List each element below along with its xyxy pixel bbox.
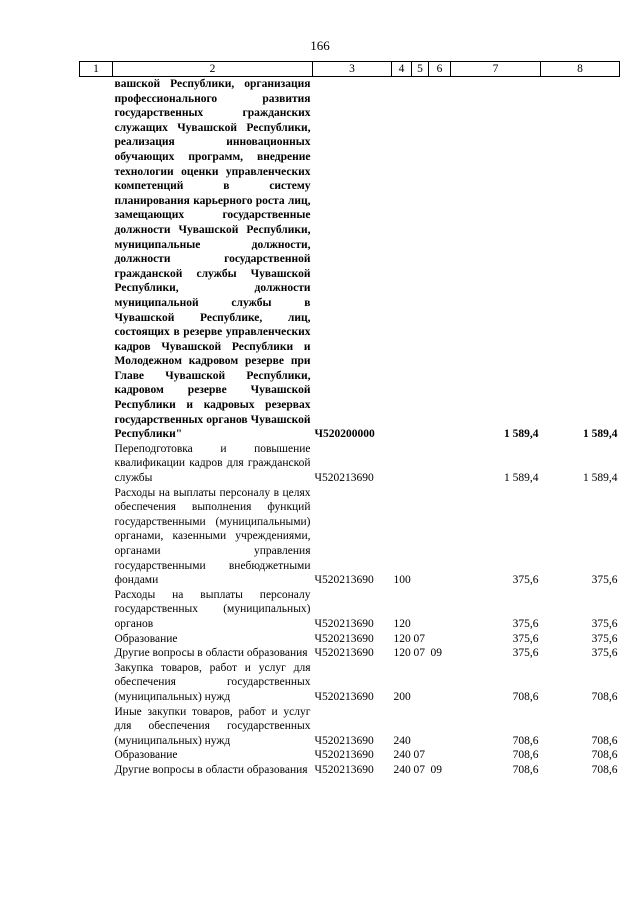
row-code-cell: Ч520213690	[314, 749, 374, 762]
row-amount-1-cell: 708,6	[512, 690, 539, 703]
row-expense-type-cell: 120	[393, 647, 411, 660]
table-row	[80, 486, 620, 588]
row-name-cell: Расходы на выплаты персоналу в целях обеспечения выполнения функций государственными (муниципальными) органами, казенными учреждениями, органами управления государственными внебюджетными фондами	[114, 486, 311, 587]
row-expense-type-cell: 200	[393, 690, 411, 703]
table-row	[80, 748, 620, 763]
row-subsection-cell	[429, 77, 451, 442]
row-section-cell	[412, 486, 429, 588]
row-amount-1-cell: 375,6	[512, 617, 539, 630]
row-name-cell: Другие вопросы в области образования	[114, 763, 308, 776]
row-section-cell	[412, 661, 429, 705]
row-amount-2-cell: 375,6	[591, 647, 618, 660]
row-section-cell: 07	[413, 749, 425, 762]
row-name-cell: Другие вопросы в области образования	[114, 647, 308, 660]
row-section-cell	[412, 588, 429, 632]
table-row	[80, 588, 620, 632]
row-expense-type-cell: 240	[393, 734, 411, 747]
row-number-cell	[80, 442, 113, 486]
budget-table	[79, 61, 620, 778]
row-amount-1-cell: 1 589,4	[504, 472, 539, 485]
row-number-cell	[80, 77, 113, 442]
row-amount-1-cell: 708,6	[512, 734, 539, 747]
row-number-cell	[80, 646, 113, 661]
header-cell-7: 7	[451, 62, 541, 77]
row-name-cell: Переподготовка и повышение квалификации кадров для гражданской службы	[114, 442, 311, 485]
row-expense-type-cell: 120	[393, 632, 411, 645]
row-number-cell	[80, 588, 113, 632]
row-amount-2-cell: 375,6	[591, 632, 618, 645]
row-expense-type-cell	[392, 77, 412, 442]
row-subsection-cell: 09	[430, 647, 442, 660]
row-expense-type-cell: 120	[393, 617, 411, 630]
row-subsection-cell	[429, 486, 451, 588]
row-code-cell: Ч520213690	[314, 734, 374, 747]
row-amount-2-cell: 375,6	[591, 574, 618, 587]
row-code-cell: Ч520200000	[314, 428, 375, 441]
row-number-cell	[80, 763, 113, 778]
row-code-cell: Ч520213690	[314, 647, 374, 660]
row-code-cell: Ч520213690	[314, 632, 374, 645]
page-number: 166	[310, 38, 330, 53]
row-code-cell: Ч520213690	[314, 472, 374, 485]
row-section-cell	[412, 705, 429, 749]
row-subsection-cell	[429, 442, 451, 486]
row-expense-type-cell: 240	[393, 763, 411, 776]
row-code-cell: Ч520213690	[314, 763, 374, 776]
row-section-cell: 07	[413, 632, 425, 645]
row-number-cell	[80, 486, 113, 588]
row-amount-1-cell: 1 589,4	[504, 428, 539, 441]
row-subsection-cell	[429, 588, 451, 632]
row-amount-1-cell: 375,6	[512, 647, 539, 660]
header-cell-3: 3	[313, 62, 392, 77]
header-cell-8: 8	[541, 62, 620, 77]
row-amount-2-cell: 708,6	[591, 763, 618, 776]
row-name-cell: вашской Республики, организация профессионального развития государственных гражданских служащих Чувашской Республики, реализация инновационных обучающих программ, внедрение технологии оценки управленческих компетенций в систему планирования карьерного роста лиц, замещающих государственные должности Чувашской Республики, муниципальные должности, должности государственной гражданской службы Чувашской Республики, должности муниципальной службы в Чувашской Республике, лиц, состоящих в резерве управленческих кадров Чувашской Республики и Молодежном кадровом резерве при Главе Чувашской Республики, кадровом резерве Чувашской Республики и кадровых резервах государственных органов Чувашской Республики"	[114, 78, 311, 441]
table-header-row	[80, 62, 620, 77]
row-number-cell	[80, 705, 113, 749]
table-row	[80, 646, 620, 661]
row-section-cell	[412, 77, 429, 442]
row-subsection-cell	[429, 748, 451, 763]
row-amount-1-cell: 708,6	[512, 749, 539, 762]
row-section-cell: 07	[413, 763, 425, 776]
table-row	[80, 77, 620, 442]
table-row	[80, 661, 620, 705]
row-subsection-cell: 09	[430, 763, 442, 776]
row-section-cell: 07	[413, 647, 425, 660]
row-code-cell: Ч520213690	[314, 574, 374, 587]
row-name-cell: Образование	[114, 632, 178, 645]
row-amount-2-cell: 1 589,4	[583, 472, 618, 485]
row-expense-type-cell	[392, 442, 412, 486]
header-cell-2: 2	[113, 62, 313, 77]
row-amount-1-cell: 708,6	[512, 763, 539, 776]
header-cell-6: 6	[429, 62, 451, 77]
row-amount-1-cell: 375,6	[512, 632, 539, 645]
row-amount-1-cell: 375,6	[512, 574, 539, 587]
row-amount-2-cell: 1 589,4	[583, 428, 618, 441]
row-amount-2-cell: 708,6	[591, 749, 618, 762]
row-name-cell: Иные закупки товаров, работ и услуг для обеспечения государственных (муниципальных) нужд	[114, 705, 311, 747]
row-code-cell: Ч520213690	[314, 690, 374, 703]
table-row	[80, 705, 620, 749]
row-amount-2-cell: 375,6	[591, 617, 618, 630]
row-subsection-cell	[429, 705, 451, 749]
table-row	[80, 442, 620, 486]
header-cell-5: 5	[412, 62, 429, 77]
table-row	[80, 763, 620, 778]
row-amount-2-cell: 708,6	[591, 690, 618, 703]
row-section-cell	[412, 442, 429, 486]
row-subsection-cell	[429, 632, 451, 647]
row-name-cell: Образование	[114, 749, 178, 762]
row-amount-2-cell: 708,6	[591, 734, 618, 747]
row-expense-type-cell: 100	[393, 574, 411, 587]
header-cell-4: 4	[392, 62, 412, 77]
row-number-cell	[80, 661, 113, 705]
row-code-cell: Ч520213690	[314, 617, 374, 630]
row-subsection-cell	[429, 661, 451, 705]
row-name-cell: Расходы на выплаты персоналу государственных (муниципальных) органов	[114, 588, 311, 630]
header-cell-1: 1	[80, 62, 113, 77]
row-name-cell: Закупка товаров, работ и услуг для обеспечения государственных (муниципальных) нужд	[114, 661, 311, 703]
row-number-cell	[80, 632, 113, 647]
row-expense-type-cell: 240	[393, 749, 411, 762]
row-number-cell	[80, 748, 113, 763]
table-row	[80, 632, 620, 647]
